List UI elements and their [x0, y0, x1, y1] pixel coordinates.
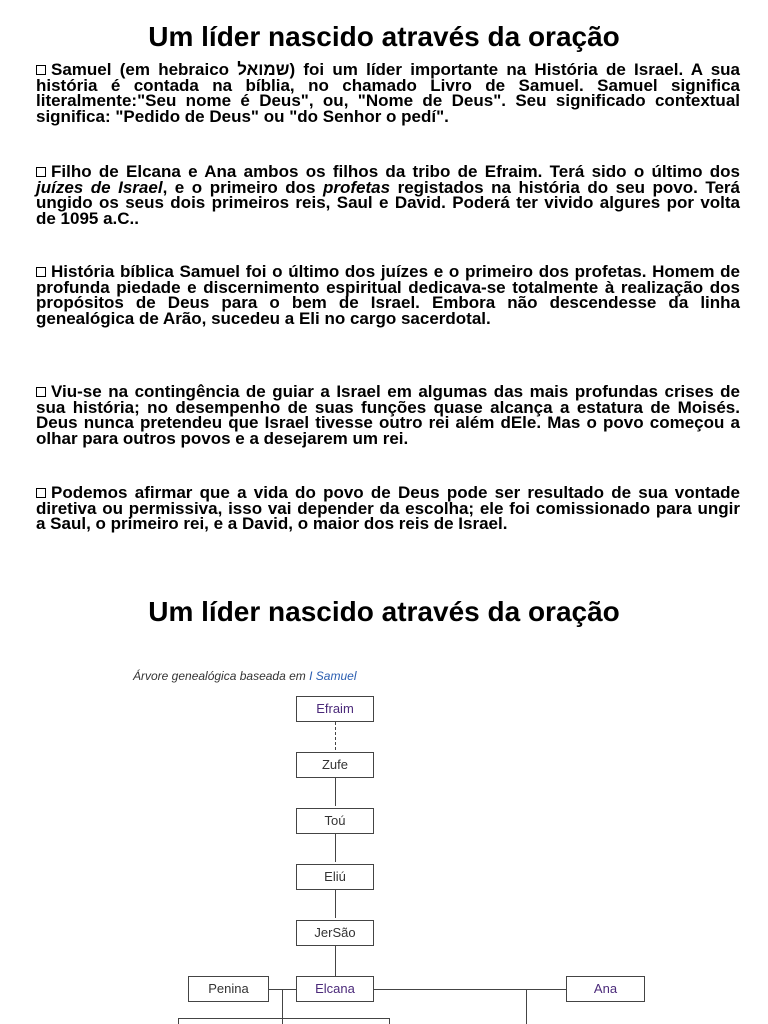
child-drop-line	[389, 1018, 390, 1024]
tree-node-tou: Toú	[296, 808, 374, 834]
paragraph-text: Samuel (em hebraico	[51, 60, 238, 79]
tree-node-eliu: Eliú	[296, 864, 374, 890]
child-drop-line	[178, 1018, 179, 1024]
tree-node-zufe: Zufe	[296, 752, 374, 778]
marriage-line-ana	[373, 989, 567, 990]
paragraph-text: , e o primeiro dos	[162, 177, 323, 197]
checkbox-bullet-icon	[36, 65, 46, 75]
paragraph-crises	[36, 384, 740, 446]
connector-line	[335, 890, 336, 918]
checkbox-bullet-icon	[36, 167, 46, 177]
paragraph-text: registados na história do seu povo. Terá ungido os seus dois primeiros reis, Saul e David. Poderá ter vivido algures por volta de 1095 a.C..	[36, 177, 741, 228]
paragraph-people	[36, 485, 740, 532]
section-title: Um líder nascido através da oração	[148, 596, 620, 627]
connector-line	[335, 834, 336, 862]
tree-caption-link[interactable]: I Samuel	[309, 669, 357, 683]
hebrew-name: שמואל	[237, 60, 290, 79]
children-line	[178, 1018, 390, 1019]
tree-node-penina: Penina	[188, 976, 269, 1002]
paragraph-text: ) foi um líder importante na História de Israel. A sua história é contada na bíblia, no chamado Livro de Samuel. Samuel significa literalmente:"Seu nome é Deus", ou, "Nome de Deus". Seu significado contextual significa: "Pedido de Deus" ou "do Senhor o pedí".	[36, 60, 740, 126]
connector-line	[335, 946, 336, 976]
paragraph-history	[36, 264, 740, 326]
connector-line	[335, 778, 336, 806]
paragraph-text: Filho de Elcana e Ana ambos os filhos da tribo de Efraim. Terá sido o último dos	[51, 162, 740, 181]
tree-caption	[133, 669, 356, 683]
paragraph-family	[36, 164, 740, 226]
checkbox-bullet-icon	[36, 267, 46, 277]
tree-caption-text: Árvore genealógica baseada em	[133, 669, 306, 683]
paragraph-samuel-name	[36, 62, 740, 124]
tree-node-elcana[interactable]: Elcana	[296, 976, 374, 1002]
paragraph-text: Viu-se na contingência de guiar a Israel em algumas das mais profundas crises de sua história; no desempenho de suas funções quase alcança a estatura de Moisés. Deus nunca pretendeu que Israel tivesse outro rei além dEle. Mas o povo começou a olhar para outros povos e a desejarem um rei.	[36, 382, 740, 448]
checkbox-bullet-icon	[36, 488, 46, 498]
connector-dashed	[335, 722, 336, 750]
paragraph-text: Podemos afirmar que a vida do povo de Deus pode ser resultado de sua vontade diretiva ou permissiva, isso vai depender da escolha; ele foi comissionado para ungir a Saul, o primeiro rei, e a David, o maior dos reis de Israel.	[36, 483, 740, 533]
checkbox-bullet-icon	[36, 387, 46, 397]
tree-node-efraim[interactable]: Efraim	[296, 696, 374, 722]
descendant-line	[526, 989, 527, 1024]
tree-node-jeroao: JerSão	[296, 920, 374, 946]
paragraph-text: História bíblica Samuel foi o último dos juízes e o primeiro dos profetas. Homem de profunda piedade e discernimento espiritual dedicava-se totalmente à realização dos propósitos de Deus para o bem de Israel. Embora não descendesse da linha genealógica de Arão, sucedeu a Eli no cargo sacerdotal.	[36, 262, 740, 328]
tree-node-ana[interactable]: Ana	[566, 976, 645, 1002]
marriage-line-penina	[269, 989, 297, 990]
emphasis-judges: juízes de Israel	[36, 177, 163, 197]
emphasis-prophets: profetas	[323, 177, 391, 197]
page-title: Um líder nascido através da oração	[148, 21, 620, 52]
